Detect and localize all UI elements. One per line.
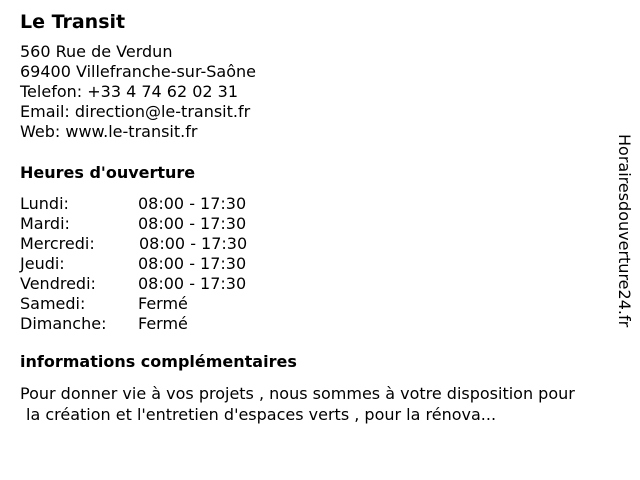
info-line-2: la création et l'entretien d'espaces verts , pour la rénova... <box>26 405 497 424</box>
hours-time: 08:00 - 17:30 <box>138 254 247 273</box>
hours-day: Mardi: <box>20 214 70 233</box>
watermark-container <box>614 134 634 372</box>
hours-row-monday <box>20 194 610 214</box>
hours-time: 08:00 - 17:30 <box>139 234 248 253</box>
hours-row-friday <box>20 274 610 294</box>
business-name: Le Transit <box>20 11 126 33</box>
hours-day: Dimanche: <box>20 314 107 333</box>
info-heading: informations complémentaires <box>20 352 297 371</box>
hours-time: 08:00 - 17:30 <box>138 274 247 293</box>
hours-time: Fermé <box>138 314 188 333</box>
email-line: Email: direction@le-transit.fr <box>20 102 251 121</box>
hours-day: Mercredi: <box>20 234 95 253</box>
hours-row-sunday <box>20 314 610 334</box>
hours-row-tuesday <box>20 214 610 234</box>
hours-time: 08:00 - 17:30 <box>138 214 247 233</box>
hours-day: Vendredi: <box>20 274 96 293</box>
hours-row-wednesday <box>20 234 610 254</box>
business-card <box>20 10 610 425</box>
hours-day: Lundi: <box>20 194 69 213</box>
info-line-1: Pour donner vie à vos projets , nous sommes à votre disposition pour <box>20 384 575 403</box>
address-line-1: 560 Rue de Verdun <box>20 42 173 61</box>
hours-row-saturday <box>20 294 610 314</box>
hours-row-thursday <box>20 254 610 274</box>
hours-day: Samedi: <box>20 294 86 313</box>
address-line-2: 69400 Villefranche-sur-Saône <box>20 62 257 81</box>
hours-heading: Heures d'ouverture <box>20 163 196 182</box>
web-line: Web: www.le-transit.fr <box>20 122 198 141</box>
watermark-text: Horairesdouverture24.fr <box>615 134 634 328</box>
info-description <box>20 383 620 425</box>
hours-time: Fermé <box>138 294 188 313</box>
hours-time: 08:00 - 17:30 <box>138 194 247 213</box>
hours-table <box>20 194 610 334</box>
phone-line: Telefon: +33 4 74 62 02 31 <box>20 82 239 101</box>
hours-day: Jeudi: <box>20 254 65 273</box>
